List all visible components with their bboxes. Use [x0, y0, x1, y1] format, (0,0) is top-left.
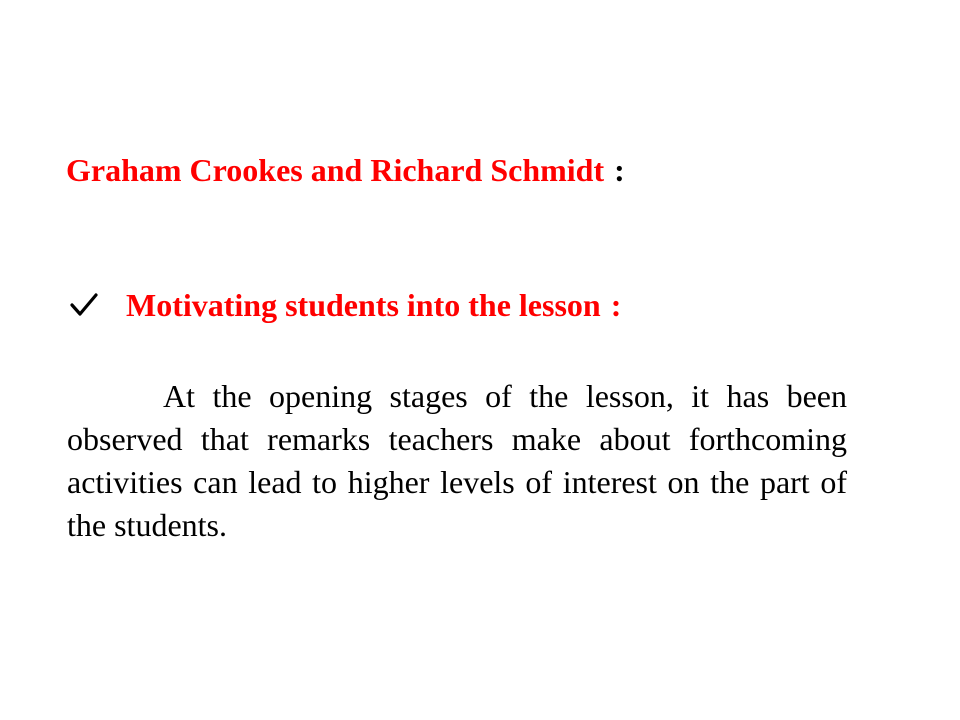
heading-authors: Graham Crookes and Richard Schmidt — [66, 152, 605, 188]
bullet-item — [70, 284, 621, 326]
bullet-text: Motivating students into the lesson — [126, 287, 601, 323]
heading-colon: : — [614, 152, 625, 188]
body-paragraph: At the opening stages of the lesson, it has been observed that remarks teachers make about forthcoming activities can lead to higher levels of interest on the part of the students. — [67, 378, 847, 543]
check-icon — [70, 293, 100, 317]
bullet-colon: : — [610, 287, 622, 323]
slide-heading — [66, 150, 625, 190]
